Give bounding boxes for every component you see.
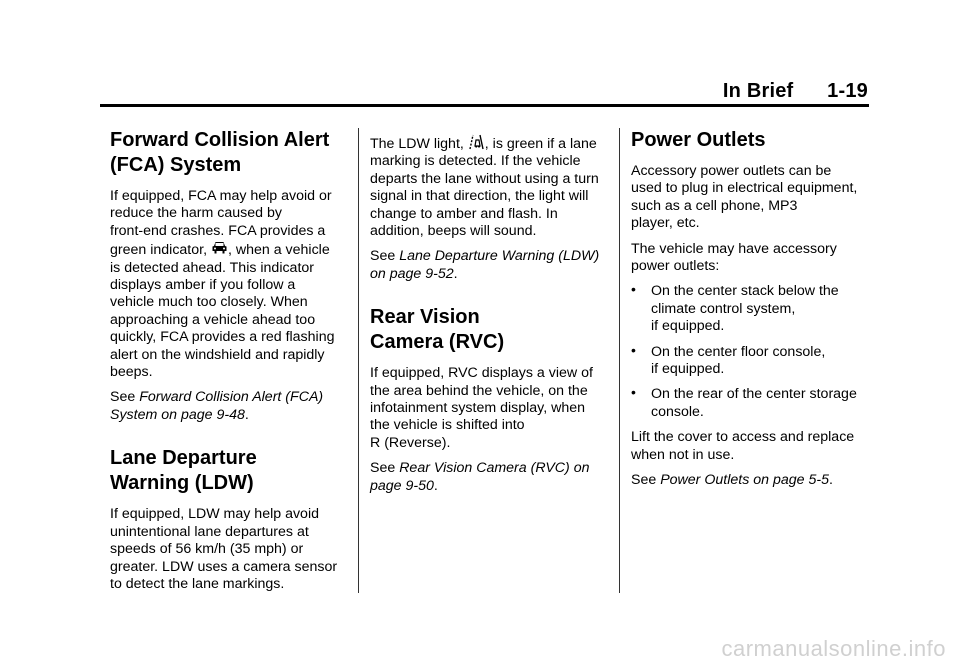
text-line: speeds of 56 km/h (35 mph) or — [110, 541, 304, 558]
text-line: quickly, FCA provides a red flashing — [110, 329, 335, 346]
text-line: R (Reverse). — [370, 434, 451, 451]
text-line: addition, beeps will sound. — [370, 223, 537, 240]
list-item — [631, 341, 869, 379]
rvc-paragraph — [370, 365, 608, 452]
text-fragment: The LDW light, — [370, 136, 468, 152]
text-line: infotainment system display, when — [370, 400, 586, 417]
text-fragment: , is green if a lane — [484, 136, 597, 152]
text-line: On the center floor console, — [651, 343, 826, 360]
fca-heading-line1: Forward Collision Alert — [110, 129, 330, 151]
text-line: used to plug in electrical equipment, — [631, 180, 858, 197]
text-fragment: . — [433, 477, 438, 494]
text-line: front-end crashes. FCA provides a — [110, 222, 326, 239]
column-1 — [110, 128, 348, 601]
text-line: the area behind the vehicle, on the — [370, 382, 588, 399]
cross-reference: Forward Collision Alert (FCA) — [139, 389, 324, 406]
page-number: 1-19 — [827, 80, 868, 102]
cross-reference: System on page 9-48 — [110, 406, 245, 423]
ldw-paragraph — [110, 506, 348, 593]
text-line: to detect the lane markings. — [110, 575, 285, 592]
fca-paragraph — [110, 188, 348, 381]
text-line: Lift the cover to access and replace — [631, 429, 855, 446]
text-line: approaching a vehicle ahead too — [110, 311, 316, 328]
cross-reference: Power Outlets on page 5-5 — [660, 472, 829, 489]
column-2 — [370, 134, 608, 503]
text-line: On the center stack below the — [651, 283, 839, 300]
text-line: if equipped. — [651, 318, 725, 335]
text-line: reduce the harm caused by — [110, 205, 282, 222]
rvc-heading — [370, 305, 608, 355]
list-item — [631, 283, 869, 335]
text-line: marking is detected. If the vehicle — [370, 153, 581, 170]
text-line: unintentional lane departures at — [110, 523, 309, 540]
ldw-light-paragraph — [370, 134, 608, 240]
fca-heading — [110, 128, 348, 178]
text-line: departs the lane without using a turn — [370, 170, 599, 187]
text-line: such as a cell phone, MP3 — [631, 197, 798, 214]
ldw-heading-line2: Warning (LDW) — [110, 472, 254, 495]
text-line: The vehicle may have accessory — [631, 240, 837, 257]
car-front-icon — [211, 240, 228, 256]
text-fragment: . — [828, 472, 833, 489]
text-line: If equipped, LDW may help avoid — [110, 506, 319, 523]
text-line: is detected ahead. This indicator — [110, 259, 315, 276]
text-fragment: green indicator, — [110, 242, 211, 259]
text-line: power outlets: — [631, 258, 720, 275]
text-fragment: . — [453, 265, 458, 282]
text-line: If equipped, FCA may help avoid or — [110, 188, 332, 204]
column-3 — [631, 128, 869, 498]
po-paragraph-1 — [631, 163, 869, 233]
cross-reference: page 9-50 — [370, 477, 434, 494]
lane-departure-icon — [468, 134, 485, 150]
text-line: if equipped. — [651, 361, 725, 378]
see-label: See — [110, 389, 140, 406]
text-line: climate control system, — [651, 300, 796, 317]
text-fragment: . — [244, 406, 249, 423]
text-line: If equipped, RVC displays a view of — [370, 365, 593, 382]
see-label: See — [370, 248, 400, 265]
po-reference — [631, 472, 869, 489]
ldw-reference — [370, 248, 608, 283]
cross-reference: Rear Vision Camera (RVC) on — [399, 460, 590, 477]
see-label: See — [370, 460, 400, 477]
fca-heading-line2: (FCA) System — [110, 154, 242, 176]
cross-reference: on page 9-52 — [370, 265, 454, 282]
text-line: Accessory power outlets can be — [631, 163, 832, 179]
text-line: the vehicle is shifted into — [370, 417, 525, 434]
text-line: beeps. — [110, 364, 153, 381]
text-line: greater. LDW uses a camera sensor — [110, 558, 338, 575]
ldw-heading — [110, 446, 348, 496]
text-line: console. — [651, 403, 704, 420]
bullet-dot: • — [631, 341, 636, 358]
power-outlets-heading: Power Outlets — [631, 129, 766, 151]
column-divider-2 — [619, 128, 620, 593]
page-header — [723, 80, 868, 103]
section-title: In Brief — [722, 80, 794, 102]
text-line: On the rear of the center storage — [651, 386, 857, 403]
ldw-heading-line1: Lane Departure — [110, 447, 257, 470]
text-line: signal in that direction, the light will — [370, 188, 589, 205]
po-paragraph-2 — [631, 241, 869, 276]
text-line: change to amber and flash. In — [370, 205, 558, 222]
rvc-heading-line2: Camera (RVC) — [370, 331, 505, 354]
fca-reference — [110, 389, 348, 424]
list-item — [631, 386, 869, 421]
header-rule — [100, 104, 869, 107]
rvc-reference — [370, 460, 608, 495]
text-line: displays amber if you follow a — [110, 277, 296, 294]
bullet-dot: • — [631, 384, 636, 401]
bullet-dot: • — [631, 281, 636, 298]
rvc-heading-line1: Rear Vision — [370, 306, 480, 329]
column-divider-1 — [358, 128, 359, 593]
text-line: vehicle much too closely. When — [110, 294, 308, 311]
text-fragment: , when a vehicle — [227, 242, 330, 259]
po-paragraph-3 — [631, 429, 869, 464]
text-line: when not in use. — [631, 446, 735, 463]
text-line: player, etc. — [631, 215, 700, 232]
see-label: See — [631, 472, 661, 489]
watermark: carmanualsonline.info — [721, 636, 946, 661]
text-line: alert on the windshield and rapidly — [110, 346, 325, 363]
cross-reference: Lane Departure Warning (LDW) — [399, 248, 600, 265]
